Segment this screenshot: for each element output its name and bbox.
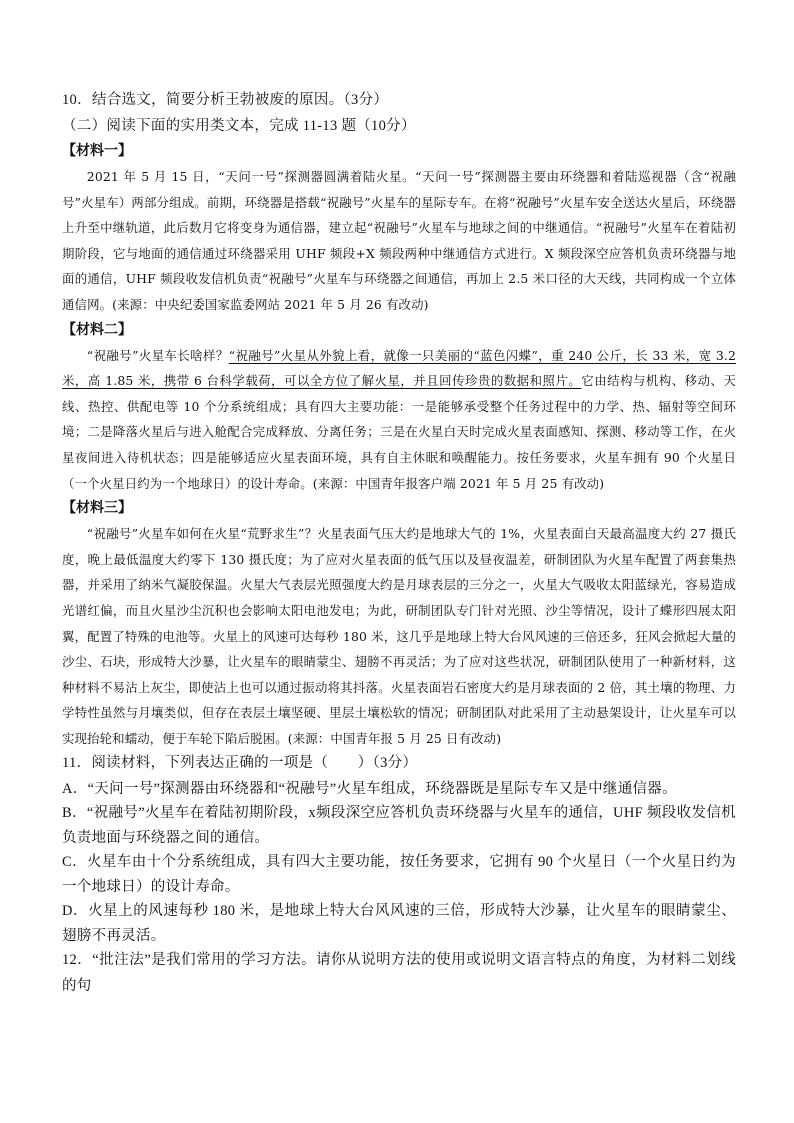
material-2-underlined-sentence: “祝融号”火星从外貌上看，就像一只美丽的“蓝色闪蝶”，重 240 公斤，长 33 米，宽 3.2 米，高 1.85 米，携带 6 台科学载荷，可以全方位了解火星，并且回传珍贵的数据和照片。 [62, 347, 736, 389]
question-11-option-c: C．火星车由十个分系统组成，具有四大主要功能，按任务要求，它拥有 90 个火星日（一个火星日约为一个地球日）的设计寿命。 [62, 854, 736, 895]
question-12: 12．“批注法”是我们常用的学习方法。请你从说明方法的使用或说明文语言特点的角度，为材料二划线的句 [62, 952, 736, 994]
question-10: 10．结合选文，简要分析王勃被废的原因。（3分） [62, 92, 389, 108]
material-1-text: 2021 年 5 月 15 日，“天问一号”探测器圆满着陆火星。“天问一号”探测器主要由环绕器和着陆巡视器（含“祝融号”火星车）两部分组成。前期，环绕器是搭载“祝融号”火星车的星际专车。在将“祝融号”火星车安全送达火星后，环绕器上升至中继轨道，此后数月它将变身为通信器，建立起“祝融号”火星车与地球之间的中继通信。“祝融号”火星车在着陆初期阶段，它与地面的通信通过环绕器采用 UHF 频段+X 频段两种中继通信方式进行。X 频段深空应答机负责环绕器与地面的通信，UHF 频段收发信机负责“祝融号”火星车与环绕器之间通信，再加上 2.5 米口径的大天线，共同构成一个立体通信网。(来源：中央纪委国家监委网站 2021 年 5 月 26 有改动) [62, 169, 736, 312]
question-11-option-d: D．火星上的风速每秒 180 米，是地球上特大台风风速的三倍，形成特大沙暴，让火星车的眼睛蒙尘、翅膀不再灵活。 [62, 903, 736, 944]
question-11-option-b: B．“祝融号”火星车在着陆初期阶段，x频段深空应答机负责环绕器与火星车的通信，UHF 频段收发信机负责地面与环绕器之间的通信。 [62, 805, 736, 846]
material-2-rest: 它由结构与机构、移动、天线、热控、供配电等 10 个分系统组成；具有四大主要功能：一是能够承受整个任务过程中的力学、热、辐射等空间环境；二是降落火星后与进入舱配合完成释放、分离任务；三是在火星白天时完成火星表面感知、探测、移动等工作，在火星夜间进入待机状态；四是能够适应火星表面环境，具有自主休眠和唤醒能力。按任务要求，火星车拥有 90 个火星日（一个火星日约为一个地球日）的设计寿命。(来源：中国青年报客户端 2021 年 5 月 25 有改动) [62, 373, 736, 491]
material-1-heading: 【材料一】 [62, 143, 132, 159]
question-11-option-a: A．“天问一号”探测器由环绕器和“祝融号”火星车组成，环绕器既是星际专车又是中继通信器。 [62, 780, 677, 797]
section-title: （二）阅读下面的实用类文本，完成 11-13 题（10分） [62, 117, 416, 134]
material-3-heading: 【材料三】 [62, 500, 132, 517]
material-2-heading: 【材料二】 [62, 321, 132, 338]
question-11-stem: 11．阅读材料，下列表达正确的一项是（ ）（3分） [62, 755, 418, 772]
material-3-text: “祝融号”火星车如何在火星“荒野求生”？火星表面气压大约是地球大气的 1%，火星表面白天最高温度大约 27 摄氏度，晚上最低温度大约零下 130 摄氏度；为了应对火星表面的低气压以及昼夜温差，研制团队为火星车配置了两套集热器，并采用了纳米气凝胶保温。火星大气表层光照强度大约是月球表层的三分之一，火星大气吸收太阳蓝绿光，容易造成光谱红偏，而且火星沙尘沉积也会影响太阳电池发电；为此，研制团队专门针对光照、沙尘等情况，设计了蝶形四展太阳翼，配置了特殊的电池等。火星上的风速可达每秒 180 米，这几乎是地球上特大台风风速的三倍还多，狂风会掀起大量的沙尘、石块，形成特大沙暴，让火星车的眼睛蒙尘、翅膀不再灵活；为了应对这些状况，研制团队使用了一种新材料，这种材料不易沾上灰尘，即使沾上也可以通过振动将其抖落。火星表面岩石密度大约是月球表面的 2 倍，其土壤的物理、力学特性虽然与月壤类似，但存在表层土壤坚硬、里层土壤松软的情况；研制团队对此采用了主动悬架设计，让火星车可以实现抬轮和蠕动，便于车轮下陷后脱困。(来源：中国青年报 5 月 25 日有改动) [62, 526, 736, 746]
material-2-text [62, 343, 736, 497]
material-2-lead: “祝融号”火星车长啥样？ [86, 347, 229, 363]
